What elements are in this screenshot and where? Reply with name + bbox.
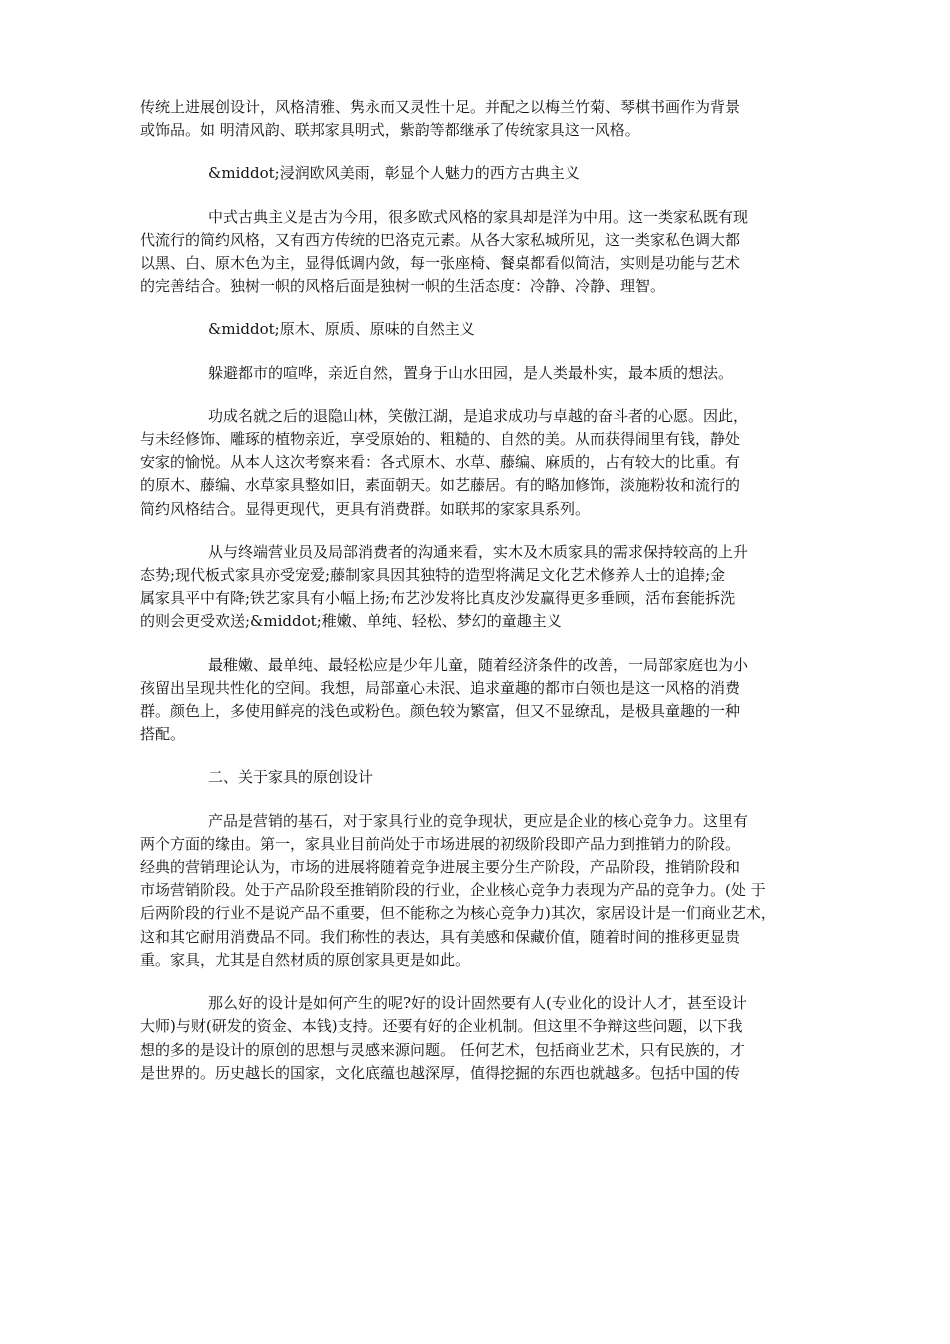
section-heading-western-classicism: &middot;浸润欧风美雨，彰显个人魅力的西方古典主义 xyxy=(208,164,580,183)
paragraph-3: 中式古典主义是古为今用，很多欧式风格的家具却是洋为中用。这一类家私既有现 代流行的简约风格，又有西方传统的巴洛克元素。从各大家私城所见，这一类家私色调大都 以黑、白、原木色为主，显得低调内敛，每一张座椅、餐桌都看似简洁，实则是功能与艺术 的完善结合。独树一帜的风格后面是独树一帜的生活态度：冷静、冷静、理智。 xyxy=(140,207,749,296)
paragraph-7: 从与终端营业员及局部消费者的沟通来看，实木及木质家具的需求保持较高的上升 态势;现代板式家具亦受宠爱;藤制家具因其独特的造型将满足文化艺术修养人士的追捧;金 属家具平中有降;铁艺家具有小幅上扬;布艺沙发将比真皮沙发赢得更多垂顾，活布套能拆洗 的则会更受欢送;&middot;稚嫩、单纯、轻松、梦幻的童趣主义 xyxy=(140,542,749,631)
paragraph-5: 躲避都市的喧哗，亲近自然，置身于山水田园，是人类最朴实，最本质的想法。 xyxy=(208,363,734,382)
paragraph-1: 传统上进展创设计，风格清雅、隽永而又灵性十足。并配之以梅兰竹菊、琴棋书画作为背景 或饰品。如 明清风韵、联邦家具明式，紫韵等都继承了传统家具这一风格。 xyxy=(140,98,741,140)
paragraph-11: 那么好的设计是如何产生的呢?好的设计固然要有人(专业化的设计人才，甚至设计 大师)与财(研发的资金、本钱)支持。还要有好的企业机制。但这里不争辩这些问题，以下我 想的多的是设计的原创的思想与灵感来源问题。 任何艺术，包括商业艺术，只有民族的，才 是世界的。历史越长的国家，文化底蕴也越深厚，值得挖掘的东西也就越多。包括中国的传 xyxy=(140,994,747,1082)
document-body xyxy=(140,96,820,1105)
paragraph-8: 最稚嫩、最单纯、最轻松应是少年儿童，随着经济条件的改善，一局部家庭也为小 孩留出呈现共性化的空间。我想，局部童心未泯、追求童趣的都市白领也是这一风格的消费 群。颜色上，多使用鲜亮的浅色或粉色。颜色较为繁富，但又不显缭乱，是极具童趣的一种 搭配。 xyxy=(140,655,749,744)
paragraph-6: 功成名就之后的退隐山林，笑傲江湖，是追求成功与卓越的奋斗者的心愿。因此， 与未经修饰、雕琢的植物亲近，享受原始的、粗糙的、自然的美。从而获得闹里有钱，静处 安家的愉悦。从本人这次考察来看：各式原木、水草、藤编、麻质的，占有较大的比重。有 的原木、藤编、水草家具整如旧，素面朝天。如艺藤居。有的略加修饰，淡施粉妆和流行的 简约风格结合。显得更现代，更具有消费群。如联邦的家家具系列。 xyxy=(140,406,749,518)
section-heading-naturalism: &middot;原木、原质、原味的自然主义 xyxy=(208,320,475,339)
paragraph-10: 产品是营销的基石，对于家具行业的竞争现状，更应是企业的核心竞争力。这里有 两个方面的缘由。第一，家具业目前尚处于市场进展的初级阶段即产品力到推销力的阶段。 经典的营销理论认为，市场的进展将随着竞争进展主要分生产阶段，产品阶段，推销阶段和 市场营销阶段。处于产品阶段至推销阶段的行业，企业核心竞争力表现为产品的竞争力。(处 于 后两阶段的行业不是说产品不重要，但不能称之为核心竞争力)其次，家居设计是一们商业艺术， 这和其它耐用消费品不同。我们称性的表达，具有美感和保藏价值，随着时间的推移更显贵 重。家具，尤其是自然材质的原创家具更是如此。 xyxy=(140,811,776,969)
section-heading-original-design: 二、关于家具的原创设计 xyxy=(208,768,374,787)
